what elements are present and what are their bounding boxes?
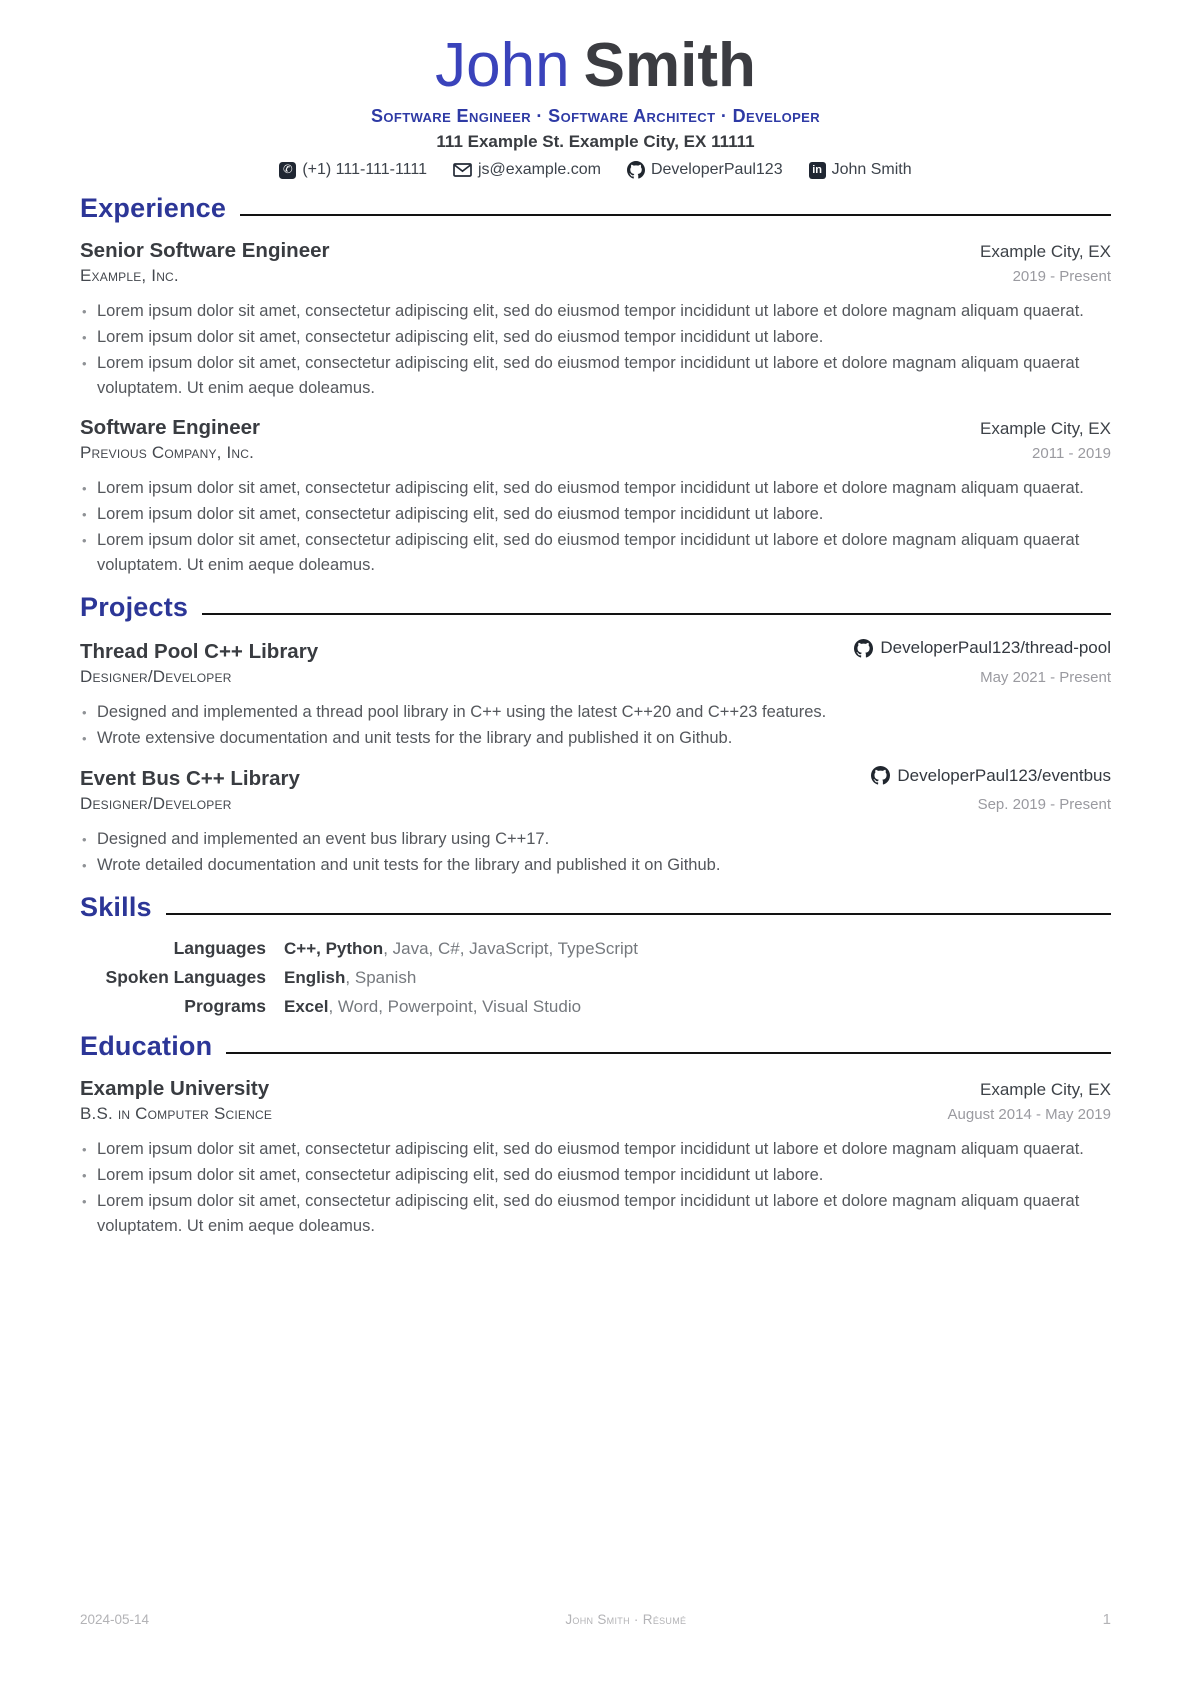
job-dates: 2011 - 2019 [1032,445,1111,463]
section-rule [240,214,1111,216]
repo-path: DeveloperPaul123/thread-pool [880,638,1111,658]
project-name: Thread Pool C++ Library [80,639,319,663]
linkedin-name: John Smith [831,161,912,179]
skill-row [80,967,1111,988]
first-name: John [435,31,570,100]
job-location: Example City, EX [979,419,1111,439]
project-repo-link[interactable] [871,766,1111,786]
linkedin-link[interactable] [809,161,912,179]
experience-entry [80,416,1111,578]
project-name: Event Bus C++ Library [80,767,300,791]
project-bullet-list [80,700,1111,751]
skill-row [80,996,1111,1017]
person-name [80,31,1111,100]
bullet-item: • Lorem ipsum dolor sit amet, consectetur adipiscing elit, sed do eiusmod tempor incididunt ut labore et dolore magnam aliquam quaerat. [80,1137,1111,1162]
page-footer [80,1611,1111,1628]
github-profile-link[interactable] [627,161,783,179]
section-skills [80,892,1111,923]
project-entry [80,638,1111,751]
bullet-item: • Designed and implemented a thread pool library in C++ using the latest C++20 and C++23 features. [80,700,1111,725]
project-dates: May 2021 - Present [980,668,1111,686]
skill-label: Spoken Languages [105,967,266,988]
section-projects [80,592,1111,623]
bullet-item: • Wrote detailed documentation and unit tests for the library and published it on Github. [80,853,1111,878]
project-bullet-list [80,827,1111,878]
section-title-projects: Projects [80,592,189,623]
section-rule [226,1052,1111,1054]
section-experience [80,193,1111,224]
section-title-skills: Skills [80,892,152,923]
email-address: js@example.com [478,161,601,179]
section-title-education: Education [80,1031,213,1062]
experience-entry [80,239,1111,401]
bullet-item: • Lorem ipsum dolor sit amet, consectetur adipiscing elit, sed do eiusmod tempor incididunt ut labore. [80,502,1111,527]
last-name: Smith [583,31,756,100]
project-repo-link[interactable] [854,638,1111,658]
phone-icon: ✆ [279,162,296,179]
job-title: Software Engineer [80,416,260,440]
contact-row [80,161,1111,179]
section-rule [166,913,1111,915]
github-icon [871,766,890,785]
skill-row [80,938,1111,959]
github-username: DeveloperPaul123 [650,161,783,179]
footer-doc-title: John Smith · Résumé [565,1612,687,1627]
job-bullet-list [80,476,1111,578]
section-rule [202,613,1111,615]
bullet-item: • Lorem ipsum dolor sit amet, consectetur adipiscing elit, sed do eiusmod tempor incididunt ut labore et dolore magnam aliquam quaerat voluptatem. Ut enim aeque doleamus. [80,351,1111,401]
job-dates: 2019 - Present [1012,268,1111,286]
bullet-item: • Lorem ipsum dolor sit amet, consectetur adipiscing elit, sed do eiusmod tempor incididunt ut labore et dolore magnam aliquam quaerat. [80,299,1111,324]
bullet-item: • Lorem ipsum dolor sit amet, consectetur adipiscing elit, sed do eiusmod tempor incididunt ut labore et dolore magnam aliquam quaerat. [80,476,1111,501]
company-name: Previous Company, Inc. [80,443,255,463]
page-number: 1 [1102,1611,1111,1628]
skill-label: Languages [173,938,266,959]
email-link[interactable] [453,161,601,179]
project-entry [80,766,1111,879]
school-location: Example City, EX [979,1080,1111,1100]
github-icon [627,161,645,179]
degree-name: B.S. in Computer Science [80,1104,273,1124]
job-tagline: Software Engineer · Software Architect · Developer [370,106,821,127]
footer-date: 2024-05-14 [80,1612,150,1627]
skill-values: English, Spanish [284,968,417,988]
phone-link[interactable] [279,161,427,179]
company-name: Example, Inc. [80,266,179,286]
project-dates: Sep. 2019 - Present [977,796,1111,814]
bullet-item: • Designed and implemented an event bus library using C++17. [80,827,1111,852]
repo-path: DeveloperPaul123/eventbus [897,765,1111,785]
education-dates: August 2014 - May 2019 [947,1106,1111,1124]
skill-label: Programs [184,996,266,1017]
skill-values: Excel, Word, Powerpoint, Visual Studio [284,997,582,1017]
bullet-item: • Wrote extensive documentation and unit tests for the library and published it on Github. [80,726,1111,751]
envelope-icon [453,163,472,177]
bullet-item: • Lorem ipsum dolor sit amet, consectetur adipiscing elit, sed do eiusmod tempor incididunt ut labore et dolore magnam aliquam quaerat voluptatem. Ut enim aeque doleamus. [80,1189,1111,1239]
education-bullet-list [80,1137,1111,1239]
skill-values: C++, Python, Java, C#, JavaScript, TypeScript [284,939,638,959]
street-address: 111 Example St. Example City, EX 11111 [436,132,755,152]
school-name: Example University [80,1077,270,1101]
job-location: Example City, EX [979,242,1111,262]
section-title-experience: Experience [80,193,227,224]
github-icon [854,639,873,658]
project-role: Designer/Developer [80,794,232,814]
bullet-item: • Lorem ipsum dolor sit amet, consectetur adipiscing elit, sed do eiusmod tempor incididunt ut labore. [80,325,1111,350]
job-bullet-list [80,299,1111,401]
linkedin-icon: in [809,162,826,179]
job-title: Senior Software Engineer [80,239,330,263]
bullet-item: • Lorem ipsum dolor sit amet, consectetur adipiscing elit, sed do eiusmod tempor incididunt ut labore et dolore magnam aliquam quaerat voluptatem. Ut enim aeque doleamus. [80,528,1111,578]
project-role: Designer/Developer [80,666,232,686]
phone-number: (+1) 111-111-1111 [302,161,427,179]
section-education [80,1031,1111,1062]
bullet-item: • Lorem ipsum dolor sit amet, consectetur adipiscing elit, sed do eiusmod tempor incididunt ut labore. [80,1163,1111,1188]
education-entry [80,1077,1111,1239]
skills-table [80,938,1111,1017]
